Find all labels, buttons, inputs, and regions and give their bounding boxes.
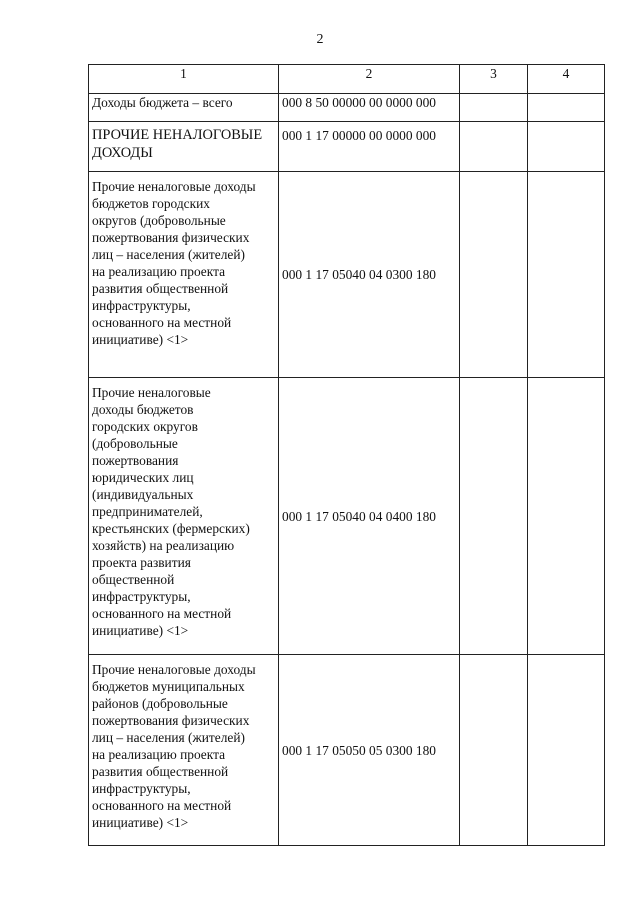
column-4-cell (528, 378, 605, 655)
budget-code-cell: 000 1 17 05050 05 0300 180 (279, 655, 460, 846)
income-name-cell: ПРОЧИЕ НЕНАЛОГОВЫЕ ДОХОДЫ (89, 122, 279, 172)
table-row (89, 655, 605, 846)
column-4-cell (528, 122, 605, 172)
budget-code-cell: 000 1 17 05040 04 0300 180 (279, 172, 460, 378)
column-4-cell (528, 94, 605, 122)
table-header-row (89, 65, 605, 94)
column-header-3: 3 (460, 65, 528, 94)
budget-income-table (88, 64, 605, 846)
column-3-cell (460, 655, 528, 846)
column-3-cell (460, 94, 528, 122)
income-name-cell: Прочие неналоговые доходы бюджетов муниципальных районов (добровольные пожертвования физических лиц – населения (жителей) на реализацию проекта развития общественной инфраструктуры, основанного на местной инициативе) <1> (89, 655, 279, 846)
column-header-2: 2 (279, 65, 460, 94)
table-row (89, 94, 605, 122)
table-row (89, 172, 605, 378)
column-header-1: 1 (89, 65, 279, 94)
column-4-cell (528, 172, 605, 378)
column-3-cell (460, 122, 528, 172)
column-header-4: 4 (528, 65, 605, 94)
budget-code-cell: 000 8 50 00000 00 0000 000 (279, 94, 460, 122)
budget-code-cell: 000 1 17 00000 00 0000 000 (279, 122, 460, 172)
table-row (89, 122, 605, 172)
income-name-cell: Доходы бюджета – всего (89, 94, 279, 122)
income-name-cell: Прочие неналоговые доходы бюджетов городских округов (добровольные пожертвования юридических лиц (индивидуальных предпринимателей, крестьянских (фермерских) хозяйств) на реализацию проекта развития общественной инфраструктуры, основанного на местной инициативе) <1> (89, 378, 279, 655)
page-number: 2 (316, 32, 324, 47)
budget-code-cell: 000 1 17 05040 04 0400 180 (279, 378, 460, 655)
column-3-cell (460, 172, 528, 378)
table-row (89, 378, 605, 655)
column-3-cell (460, 378, 528, 655)
income-name-cell: Прочие неналоговые доходы бюджетов городских округов (добровольные пожертвования физических лиц – населения (жителей) на реализацию проекта развития общественной инфраструктуры, основанного на местной инициативе) <1> (89, 172, 279, 378)
column-4-cell (528, 655, 605, 846)
